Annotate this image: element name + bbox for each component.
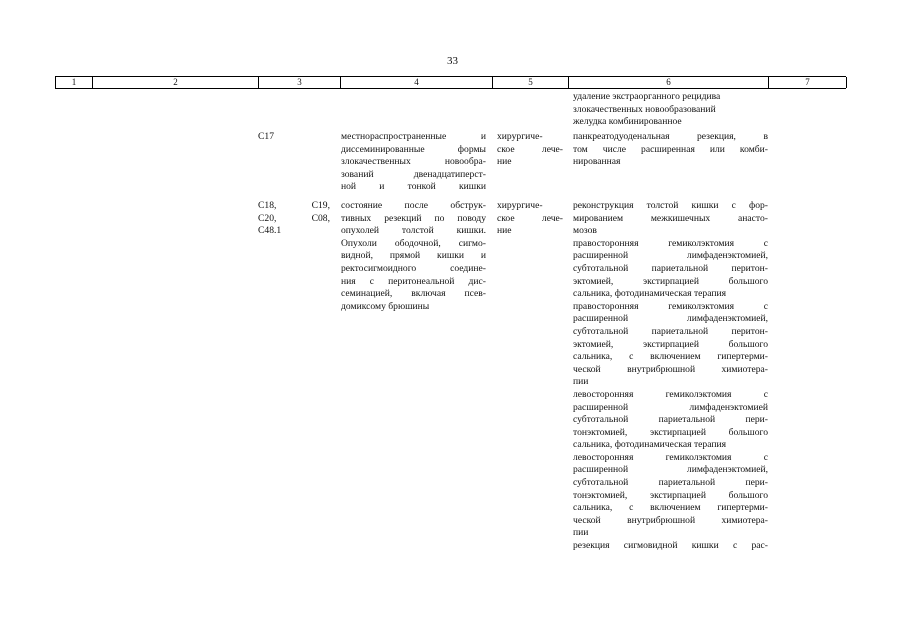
text-line: субтотальной париетальной перитон- xyxy=(573,325,768,337)
text-line: видной, прямой кишки и xyxy=(341,250,486,262)
text-line: мозов xyxy=(573,225,597,237)
column-header-4: 4 xyxy=(341,77,493,88)
text-line: зований двенадцатиперст- xyxy=(341,168,486,180)
text-line: ние xyxy=(497,225,512,237)
text-line: домиксому брюшины xyxy=(341,300,430,312)
row-c17-code xyxy=(258,131,318,144)
column-header-5: 5 xyxy=(493,77,569,88)
text-line: семинацией, включая псев- xyxy=(341,288,486,300)
row-c17-method xyxy=(573,131,768,169)
code-line xyxy=(258,200,330,213)
text-line: пии xyxy=(573,527,589,539)
text-line: ское лече- xyxy=(497,143,563,155)
text-line: мированием межкишечных анасто- xyxy=(573,212,768,224)
col6-continuation xyxy=(573,91,768,129)
text-line: расширенной лимфаденэктомией, xyxy=(573,250,768,262)
text-line: опухолей толстой кишки. xyxy=(341,225,486,237)
text-line: пии xyxy=(573,376,589,388)
text-line: сальника, фотодинамическая терапия xyxy=(573,439,727,451)
column-header-7: 7 xyxy=(769,77,847,88)
row-c18-treatment-type xyxy=(497,200,563,238)
column-header-6: 6 xyxy=(569,77,769,88)
text-line: сальника, с включением гипертерми- xyxy=(573,502,768,514)
table-header-row xyxy=(55,76,846,89)
text-line: правосторонняя гемиколэктомия с xyxy=(573,300,768,312)
column-header-3: 3 xyxy=(259,77,341,88)
text-line: местнораспространенные и xyxy=(341,131,486,142)
row-c17-treatment-type xyxy=(497,131,563,169)
text-line: субтотальной париетальной пери- xyxy=(573,477,768,489)
row-c18-codes xyxy=(258,200,330,238)
text-line: эктомией, экстирпацией большого xyxy=(573,275,768,287)
text-line: расширенной лимфаденэктомией xyxy=(573,401,768,413)
text-line: панкреатодуоденальная резекция, в xyxy=(573,131,768,142)
text-line: субтотальной париетальной пери- xyxy=(573,414,768,426)
text-line: диссеминированные формы xyxy=(341,143,486,155)
text-line: тонэктомией, экстирпацией большого xyxy=(573,489,768,501)
text-line: ния с перитонеальной дис- xyxy=(341,275,486,287)
text-line: тонэктомией, экстирпацией большого xyxy=(573,426,768,438)
text-line: расширенной лимфаденэктомией, xyxy=(573,464,768,476)
text-line: сальника, с включением гипертерми- xyxy=(573,351,768,363)
text-line: ское лече- xyxy=(497,212,563,224)
row-c18-methods xyxy=(573,200,768,553)
column-header-2: 2 xyxy=(93,77,259,88)
text-line: злокачественных новообра- xyxy=(341,156,486,168)
row-c17-condition xyxy=(341,131,486,194)
code-line xyxy=(258,213,330,226)
diagnosis-code: C18, xyxy=(258,200,277,211)
text-line: резекция сигмовидной кишки с рас- xyxy=(573,540,768,552)
text-line: ной и тонкой кишки xyxy=(341,181,486,193)
text-line: нированная xyxy=(573,156,621,168)
page-number: 33 xyxy=(447,55,458,67)
text-line: хирургиче- xyxy=(497,131,543,142)
text-line-content: удаление экстраорганного рецидива xyxy=(573,91,721,102)
text-line: расширенной лимфаденэктомией, xyxy=(573,313,768,325)
text-line: ректосигмоидного соедине- xyxy=(341,262,486,274)
text-line-content: злокачественных новообразований xyxy=(573,103,716,115)
text-line: левосторонняя гемиколэктомия с xyxy=(573,388,768,400)
text-line: хирургиче- xyxy=(497,200,543,211)
diagnosis-code: C48.1 xyxy=(258,225,282,237)
text-line: тивных резекций по поводу xyxy=(341,212,486,224)
text-line: субтотальной париетальной перитон- xyxy=(573,262,768,274)
diagnosis-code: C08, xyxy=(311,212,330,224)
text-line: левосторонняя гемиколэктомия с xyxy=(573,451,768,463)
text-line: ческой внутрибрюшной химиотера- xyxy=(573,363,768,375)
text-line: эктомией, экстирпацией большого xyxy=(573,338,768,350)
column-header-1: 1 xyxy=(56,77,93,88)
diagnosis-code: C20, xyxy=(258,212,277,224)
text-line: том числе расширенная или комби- xyxy=(573,143,768,155)
diagnosis-code: C19, xyxy=(311,200,330,211)
text-line: сальника, фотодинамическая терапия xyxy=(573,288,727,300)
text-line: правосторонняя гемиколэктомия с xyxy=(573,237,768,249)
text-line: Опухоли ободочной, сигмо- xyxy=(341,237,486,249)
row-c18-condition xyxy=(341,200,486,313)
text-line xyxy=(573,104,768,117)
text-line: желудка комбинированное xyxy=(573,116,682,128)
text-line: ние xyxy=(497,156,512,168)
text-line: состояние после обструк- xyxy=(341,200,486,211)
text-line xyxy=(573,91,768,104)
text-line: ческой внутрибрюшной химиотера- xyxy=(573,514,768,526)
diagnosis-code: C17 xyxy=(258,131,274,142)
text-line: реконструкция толстой кишки с фор- xyxy=(573,200,768,211)
